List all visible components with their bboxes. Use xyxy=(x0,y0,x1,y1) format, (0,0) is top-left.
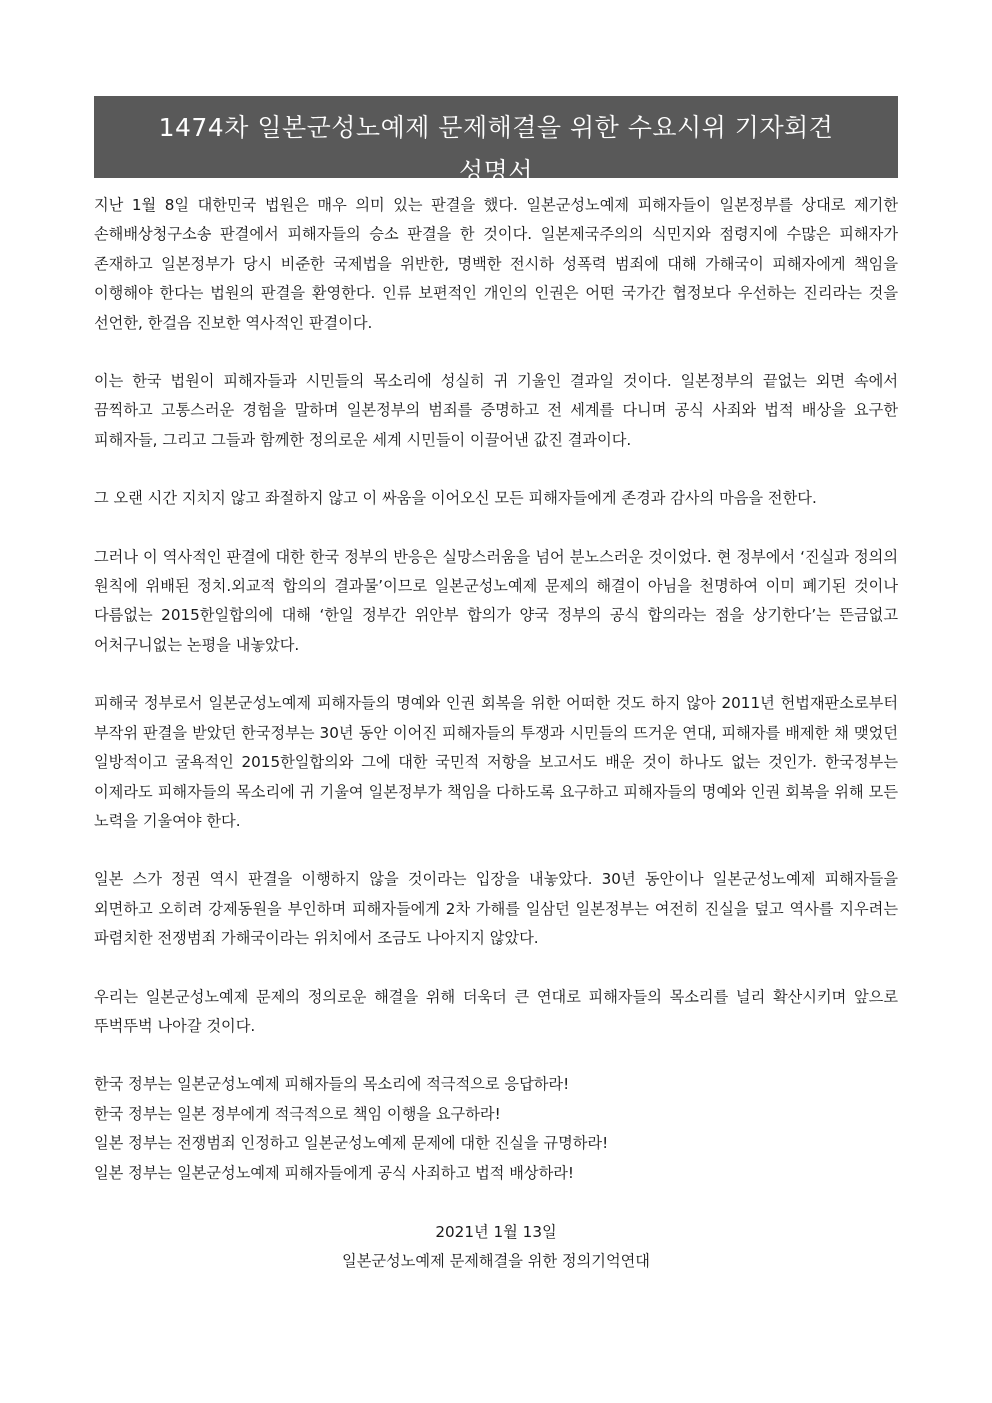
paragraph-gratitude: 그 오랜 시간 지치지 않고 좌절하지 않고 이 싸움을 이어오신 모든 피해자들에게 존경과 감사의 마음을 전한다. xyxy=(94,489,817,508)
paragraph-government-response: 그러나 이 역사적인 판결에 대한 한국 정부의 반응은 실망스러움을 넘어 분노스러운 것이었다. 현 정부에서 ‘진실과 정의의 원칙에 위배된 정치.외교적 합의의 결과물’이므로 일본군성노예제 문제의 해결이 아님을 천명하여 이미 폐기된 것이나 다름없는 2015한일합의에 대해 ‘한일 정부간 위안부 합의가 양국 정부의 공식 합의라는 점을 상기한다’는 뜬금없고 어처구니없는 논평을 내놓았다. xyxy=(94,547,898,654)
document-title: 1474차 일본군성노예제 문제해결을 위한 수요시위 기자회견 xyxy=(158,113,834,142)
paragraph-court-ruling: 지난 1월 8일 대한민국 법원은 매우 의미 있는 판결을 했다. 일본군성노예제 피해자들이 일본정부를 상대로 제기한 손해배상청구소송 판결에서 피해자들의 승소 판결을 한 것이다. 일본제국주의의 식민지와 점령지에 수많은 피해자가 존재하고 일본정부가 당시 비준한 국제법을 위반한, 명백한 전시하 성폭력 범죄에 대해 가해국이 피해자에게 책임을 이행해야 한다는 법원의 판결을 환영한다. 인류 보편적인 개인의 인권은 어떤 국가간 협정보다 우선하는 진리라는 것을 선언한, 한걸음 진보한 역사적인 판결이다. xyxy=(94,196,898,332)
slogan-item: 일본 정부는 일본군성노예제 피해자들에게 공식 사죄하고 법적 배상하라! xyxy=(94,1163,575,1182)
statement-date: 2021년 1월 13일 xyxy=(435,1222,557,1241)
paragraph-victims-voices: 이는 한국 법원이 피해자들과 시민들의 목소리에 성실히 귀 기울인 결과일 것이다. 일본정부의 끝없는 외면 속에서 끔찍하고 고통스러운 경험을 말하며 일본정부의 범죄를 증명하고 전 세계를 다니며 공식 사죄와 법적 배상을 요구한 피해자들, 그리고 그들과 함께한 정의로운 세계 시민들이 이끌어낸 값진 결과이다. xyxy=(94,372,898,449)
paragraph-japanese-government: 일본 스가 정권 역시 판결을 이행하지 않을 것이라는 입장을 내놓았다. 30년 동안이나 일본군성노예제 피해자들을 외면하고 오히려 강제동원을 부인하며 피해자들에게 2차 가해를 일삼던 일본정부는 여전히 진실을 덮고 역사를 지우려는 파렴치한 전쟁범죄 가해국이라는 위치에서 조금도 나아지지 않았다. xyxy=(94,870,898,948)
slogan-item: 일본 정부는 전쟁범죄 인정하고 일본군성노예제 문제에 대한 진실을 규명하라! xyxy=(94,1134,609,1153)
organization-name: 일본군성노예제 문제해결을 위한 정의기억연대 xyxy=(342,1251,650,1270)
statement-body xyxy=(94,191,898,1276)
document-page xyxy=(94,96,898,1276)
slogan-item: 한국 정부는 일본군성노예제 피해자들의 목소리에 적극적으로 응답하라! xyxy=(94,1075,570,1094)
signature-block xyxy=(94,1218,898,1276)
paragraph-solidarity: 우리는 일본군성노예제 문제의 정의로운 해결을 위해 더욱더 큰 연대로 피해자들의 목소리를 널리 확산시키며 앞으로 뚜벅뚜벅 나아갈 것이다. xyxy=(94,987,898,1035)
title-banner xyxy=(94,96,898,186)
slogan-list xyxy=(94,1070,898,1188)
paragraph-korean-government: 피해국 정부로서 일본군성노예제 피해자들의 명예와 인권 회복을 위한 어떠한 것도 하지 않아 2011년 헌법재판소로부터 부작위 판결을 받았던 한국정부는 30년 동안 이어진 피해자들의 투쟁과 시민들의 뜨거운 연대, 피해자를 배제한 채 맺었던 일방적이고 굴욕적인 2015한일합의와 그에 대한 국민적 저항을 보고서도 배운 것이 하나도 없는 것인가. 한국정부는 이제라도 피해자들의 목소리에 귀 기울여 일본정부가 책임을 다하도록 요구하고 피해자들의 명예와 인권 회복을 위해 모든 노력을 기울여야 한다. xyxy=(94,694,898,830)
slogan-item: 한국 정부는 일본 정부에게 적극적으로 책임 이행을 요구하라! xyxy=(94,1104,501,1123)
document-subtitle: 성명서 xyxy=(459,157,533,186)
